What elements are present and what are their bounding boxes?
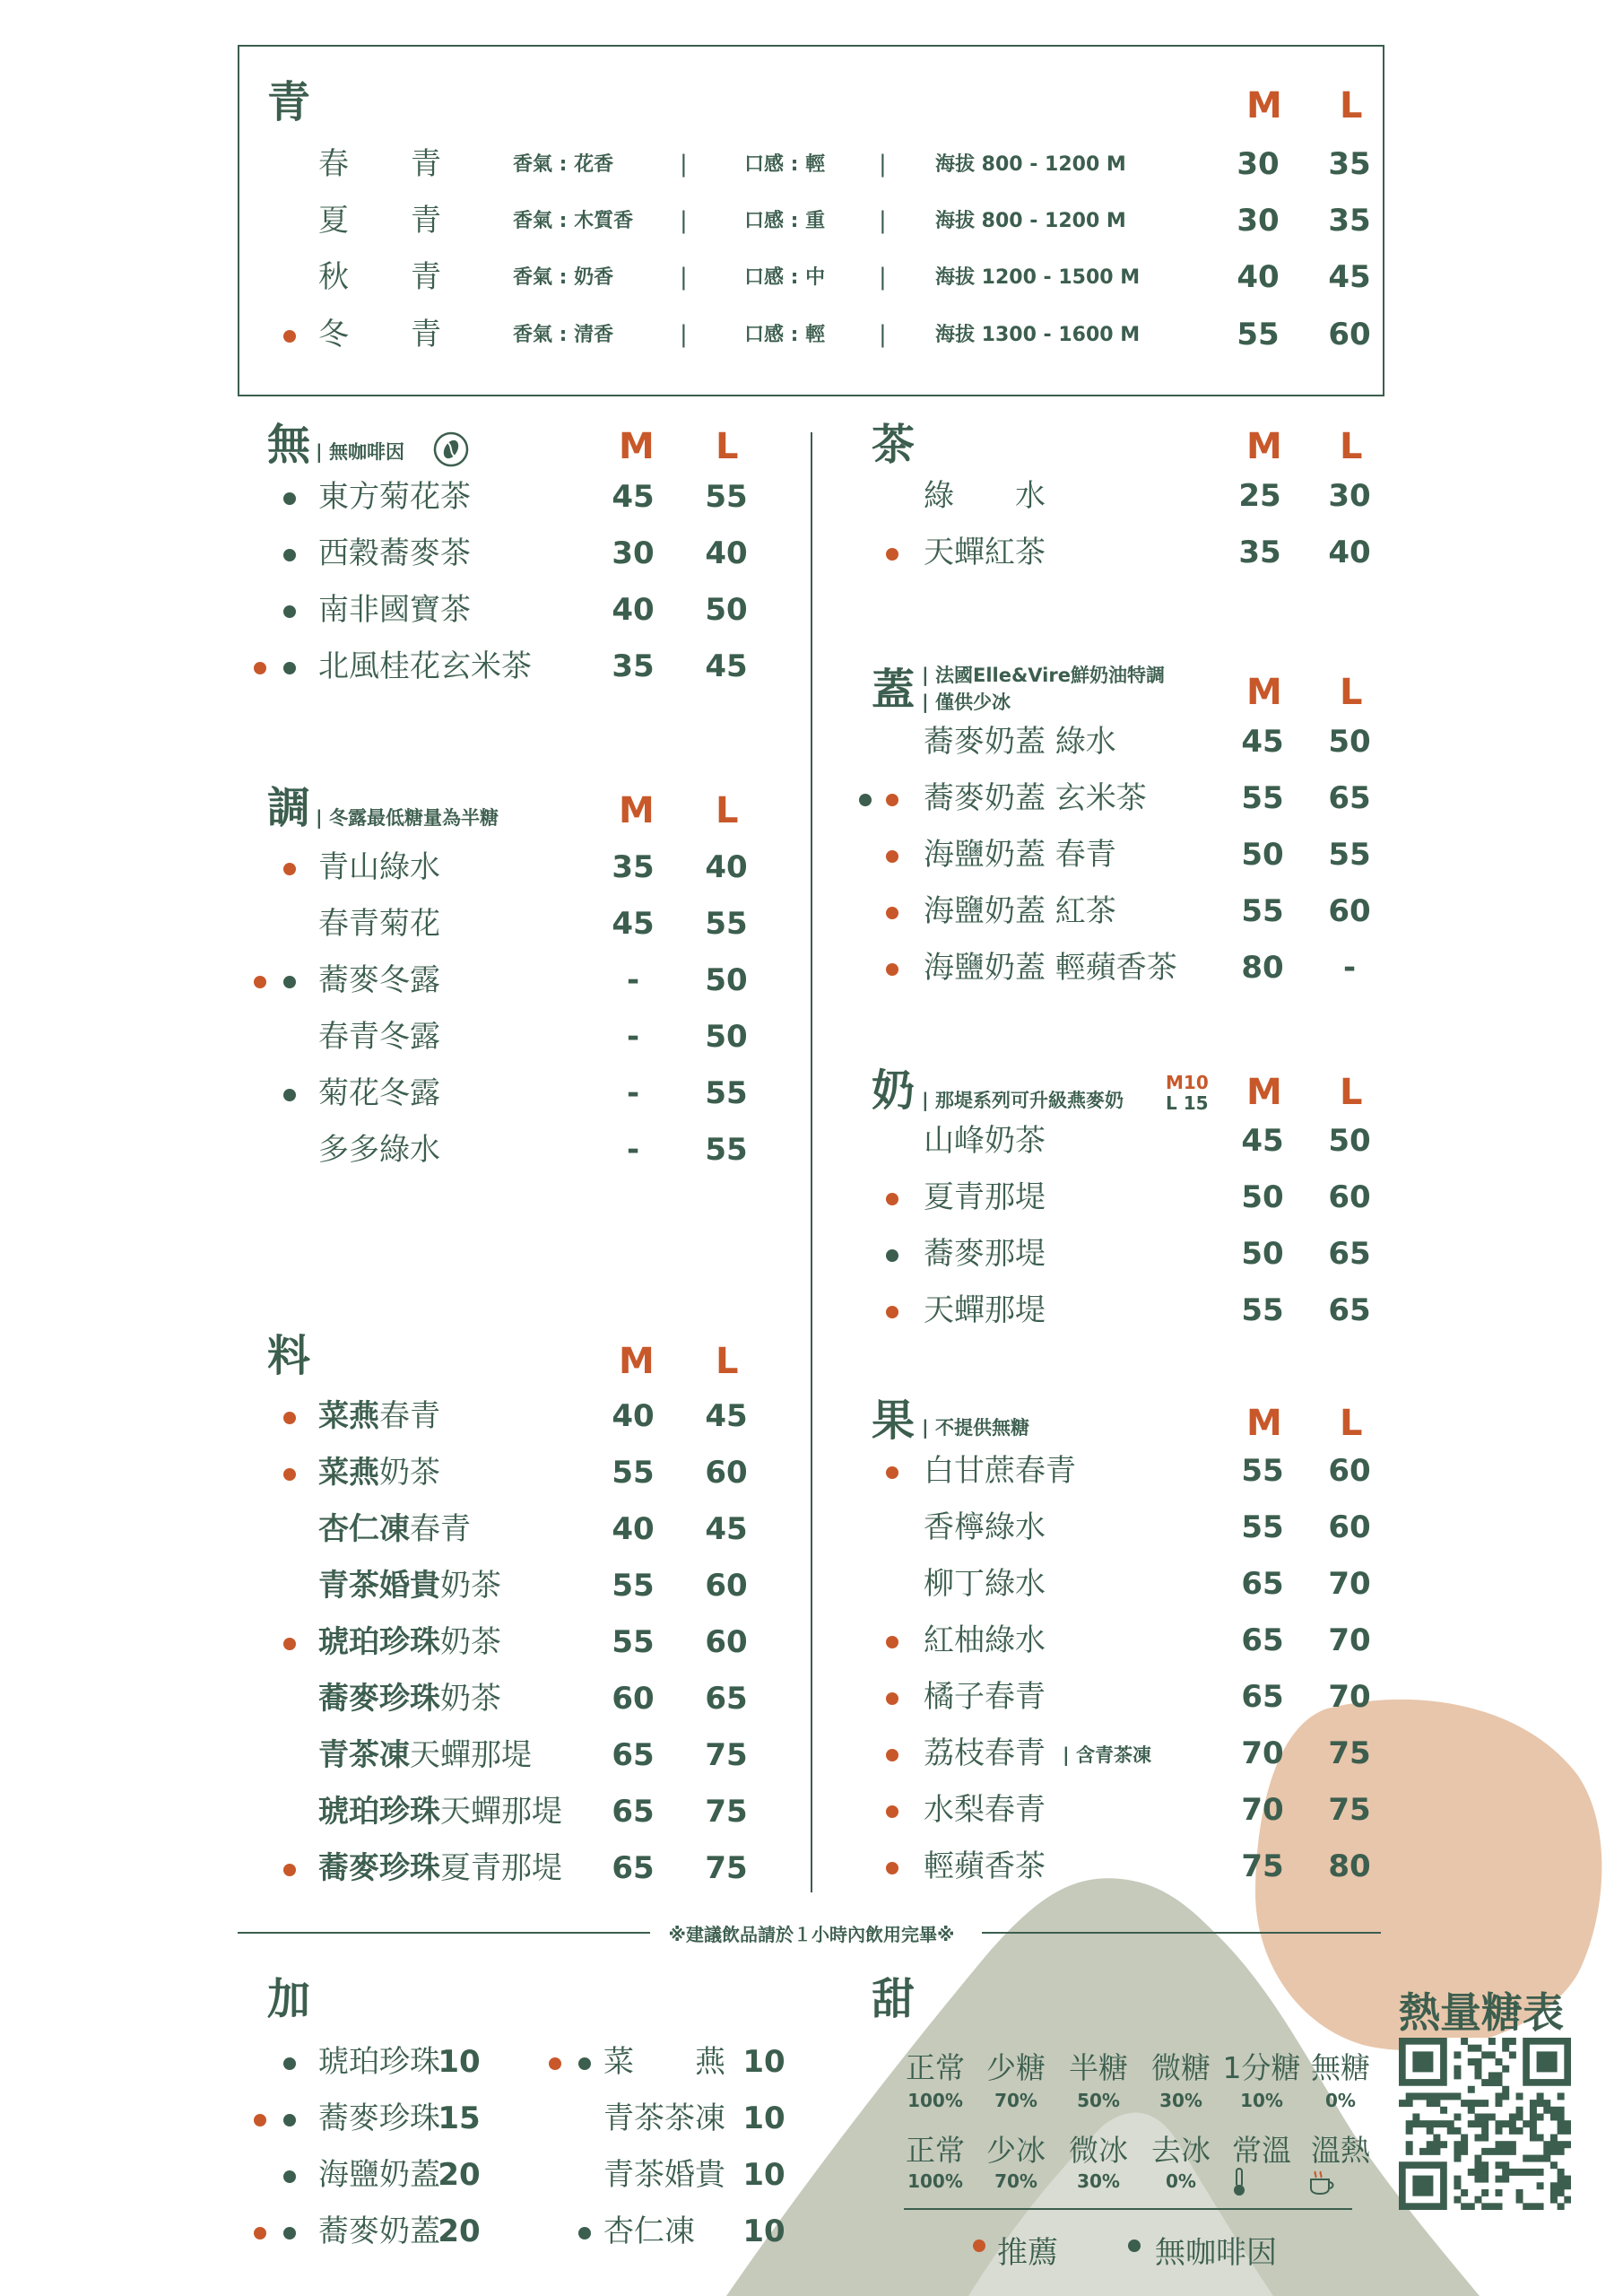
- legend-recommend-dot: [973, 2239, 985, 2252]
- decaf-dot: [578, 2057, 591, 2070]
- wu-price-l: 55: [705, 479, 748, 515]
- liao-item-name: [318, 1568, 501, 1604]
- qing-taste: 口感 : 重: [744, 210, 826, 232]
- liao-price-m: 55: [612, 1624, 655, 1660]
- jia-item-price: 10: [742, 2100, 785, 2136]
- gai-price-m: 55: [1241, 780, 1284, 816]
- cha-size-m-header: M: [1246, 426, 1282, 467]
- nai-item-name: 山峰奶茶: [924, 1123, 1046, 1159]
- jia-item-price: 20: [438, 2213, 481, 2249]
- nai-price-m: 50: [1241, 1236, 1284, 1272]
- wu-price-l: 45: [705, 648, 748, 684]
- liao-price-m: 55: [612, 1568, 655, 1604]
- liao-item-ingredient: 青茶婚貴: [318, 1568, 440, 1604]
- cha-size-l-header: L: [1340, 426, 1363, 467]
- liao-size-m-header: M: [619, 1341, 655, 1382]
- guo-price-l: 70: [1328, 1679, 1371, 1715]
- cha-title: 茶: [872, 420, 916, 470]
- guo-note: | 不提供無糖: [922, 1417, 1029, 1439]
- liao-price-l: 45: [705, 1511, 748, 1547]
- sugar-level-label: 1分糖: [1222, 2050, 1301, 2085]
- liao-item-name: [318, 1624, 501, 1660]
- recommend-dot: [886, 1692, 898, 1705]
- gai-note-less-ice: | 僅供少冰: [922, 691, 1011, 713]
- tiao-price-l: 55: [705, 906, 748, 942]
- qing-aroma: 香氣 : 花香: [513, 153, 614, 176]
- recommend-dot: [886, 1636, 898, 1648]
- decaf-dot: [886, 1249, 898, 1262]
- wu-size-l-header: L: [716, 426, 739, 467]
- jia-item-name: 蕎麥奶蓋: [318, 2213, 440, 2249]
- calorie-table-title: 熱量糖表: [1399, 1988, 1564, 2037]
- footer-rule-left: [238, 1932, 650, 1934]
- recommend-dot: [886, 1862, 898, 1874]
- guo-size-l-header: L: [1340, 1403, 1363, 1444]
- ice-level-percent: 30%: [1077, 2170, 1120, 2192]
- recommend-dot: [254, 2227, 266, 2239]
- recommend-dot: [886, 850, 898, 863]
- tiao-item-name: 蕎麥冬露: [318, 962, 440, 998]
- nai-size-m-header: M: [1246, 1072, 1282, 1113]
- decaf-dot: [283, 492, 296, 505]
- qing-taste: 口感 : 輕: [744, 324, 826, 346]
- qing-name-char-1: 秋: [318, 259, 349, 295]
- sugar-level-percent: 70%: [994, 2090, 1037, 2111]
- qing-price-m: 55: [1237, 317, 1280, 352]
- tiao-price-l: 55: [705, 1075, 748, 1111]
- gai-note-cream: | 法國Elle&Vire鮮奶油特調: [922, 665, 1165, 686]
- ice-level-label: 微冰: [1069, 2133, 1128, 2168]
- guo-item-name: 紅柚綠水: [924, 1622, 1046, 1658]
- liao-item-base: 春青: [379, 1398, 440, 1434]
- jia-item-name: 琥珀珍珠: [318, 2044, 440, 2080]
- qing-name-char-1: 春: [318, 146, 349, 182]
- gai-price-l: 50: [1328, 724, 1371, 760]
- qing-name-char-2: 青: [411, 203, 441, 239]
- recommend-dot: [886, 1193, 898, 1205]
- qing-separator: |: [680, 321, 688, 348]
- guo-item-name: 水梨春青: [924, 1792, 1046, 1828]
- guo-price-m: 70: [1241, 1735, 1284, 1771]
- liao-item-base: 奶茶: [379, 1455, 440, 1491]
- tiao-price-m: 45: [612, 906, 655, 942]
- liao-item-name: [318, 1794, 562, 1830]
- jia-item-price: 20: [438, 2157, 481, 2193]
- jia-item-price: 10: [438, 2044, 481, 2080]
- ice-level-label: 少冰: [986, 2133, 1046, 2168]
- recommend-dot: [283, 863, 296, 875]
- recommend-dot: [886, 1805, 898, 1818]
- nai-item-name: 天蟬那堤: [924, 1292, 1046, 1328]
- qing-aroma: 香氣 : 清香: [513, 324, 614, 346]
- liao-price-m: 65: [612, 1737, 655, 1773]
- qing-size-m-header: M: [1246, 85, 1282, 126]
- gai-price-l: 65: [1328, 780, 1371, 816]
- qing-separator: |: [680, 207, 688, 234]
- wu-price-l: 40: [705, 535, 748, 571]
- liao-price-l: 75: [705, 1737, 748, 1773]
- liao-item-ingredient: 蕎麥珍珠: [318, 1681, 440, 1717]
- legend-decaf-dot: [1128, 2239, 1141, 2252]
- decaf-dot: [283, 1089, 296, 1101]
- guo-price-l: 60: [1328, 1509, 1371, 1545]
- gai-price-l: 55: [1328, 837, 1371, 873]
- sugar-level-label: 無糖: [1311, 2050, 1370, 2085]
- wu-price-m: 35: [612, 648, 655, 684]
- liao-price-m: 60: [612, 1681, 655, 1717]
- recommend-dot: [283, 1864, 296, 1876]
- qing-taste: 口感 : 中: [744, 266, 826, 289]
- tian-title: 甜: [872, 1974, 916, 2024]
- decaf-dot: [578, 2227, 591, 2239]
- qing-separator: |: [879, 321, 887, 348]
- sugar-level-label: 少糖: [986, 2050, 1046, 2085]
- guo-item-name: 輕蘋香茶: [924, 1848, 1046, 1884]
- gai-item-name: 蕎麥奶蓋 綠水: [924, 724, 1116, 760]
- qing-aroma: 香氣 : 木質香: [513, 210, 634, 232]
- guo-price-m: 70: [1241, 1792, 1284, 1828]
- sugar-level-percent: 0%: [1325, 2090, 1356, 2111]
- recommend-dot: [886, 794, 898, 806]
- wu-price-m: 40: [612, 592, 655, 628]
- nai-price-l: 65: [1328, 1236, 1371, 1272]
- nai-upgrade-l: L 15: [1166, 1092, 1209, 1114]
- recommend-dot: [283, 1412, 296, 1424]
- jia-item-price: 15: [438, 2100, 481, 2136]
- gai-item-name: 海鹽奶蓋 輕蘋香茶: [924, 950, 1177, 986]
- wu-item-name: 北風桂花玄米茶: [318, 648, 532, 684]
- jia-item-name: 菜 燕: [603, 2044, 725, 2080]
- recommend-dot: [283, 1638, 296, 1650]
- qing-price-l: 45: [1328, 259, 1371, 295]
- liao-item-base: 春青: [410, 1511, 471, 1547]
- wu-note: | 無咖啡因: [316, 441, 404, 463]
- gai-item-name: 海鹽奶蓋 春青: [924, 837, 1116, 873]
- footer-rule-right: [982, 1932, 1381, 1934]
- recommend-dot: [254, 2114, 266, 2126]
- tiao-title: 調: [267, 783, 311, 833]
- nai-size-l-header: L: [1340, 1072, 1363, 1113]
- qing-price-m: 30: [1237, 203, 1280, 239]
- guo-lychee-note: | 含青茶凍: [1063, 1744, 1151, 1766]
- sugar-level-percent: 30%: [1159, 2090, 1202, 2111]
- liao-item-base: 奶茶: [440, 1624, 501, 1660]
- tiao-item-name: 春青菊花: [318, 906, 440, 942]
- recommend-dot: [886, 907, 898, 919]
- tiao-price-l: 50: [705, 1019, 748, 1055]
- guo-price-l: 60: [1328, 1453, 1371, 1489]
- jia-item-name: 杏仁凍: [603, 2213, 695, 2249]
- qing-price-l: 60: [1328, 317, 1371, 352]
- qing-separator: |: [879, 207, 887, 234]
- liao-item-base: 奶茶: [440, 1568, 501, 1604]
- liao-title: 料: [267, 1331, 311, 1381]
- hot-cup-icon: [1307, 2169, 1338, 2196]
- qing-price-m: 30: [1237, 146, 1280, 182]
- decaf-dot: [859, 794, 872, 806]
- liao-item-name: [318, 1511, 471, 1547]
- ice-level-label: 正常: [906, 2133, 965, 2168]
- guo-price-m: 55: [1241, 1453, 1284, 1489]
- guo-item-name: 荔枝春青: [924, 1735, 1046, 1771]
- ice-level-percent: 0%: [1166, 2170, 1196, 2192]
- wu-title: 無: [267, 420, 311, 470]
- guo-size-m-header: M: [1246, 1403, 1282, 1444]
- qing-name-char-2: 青: [411, 317, 441, 352]
- qing-separator: |: [879, 151, 887, 178]
- liao-price-m: 65: [612, 1850, 655, 1886]
- cha-price-m: 25: [1238, 478, 1281, 514]
- nai-price-l: 60: [1328, 1179, 1371, 1215]
- jia-item-name: 蕎麥珍珠: [318, 2100, 440, 2136]
- qing-separator: |: [680, 151, 688, 178]
- nai-price-m: 55: [1241, 1292, 1284, 1328]
- qr-code-pattern: [1399, 2038, 1571, 2210]
- liao-item-name: [318, 1850, 562, 1886]
- liao-item-name: [318, 1737, 532, 1773]
- tiao-price-m: -: [626, 1019, 640, 1055]
- liao-price-l: 60: [705, 1455, 748, 1491]
- gai-price-m: 50: [1241, 837, 1284, 873]
- liao-price-l: 60: [705, 1568, 748, 1604]
- qing-separator: |: [879, 264, 887, 291]
- decaf-dot: [283, 2227, 296, 2239]
- jia-item-price: 10: [742, 2213, 785, 2249]
- tiao-item-name: 春青冬露: [318, 1019, 440, 1055]
- nai-item-name: 蕎麥那堤: [924, 1236, 1046, 1272]
- legend-rule: [904, 2208, 1352, 2210]
- decaf-dot: [283, 2114, 296, 2126]
- tiao-item-name: 菊花冬露: [318, 1075, 440, 1111]
- wu-price-m: 30: [612, 535, 655, 571]
- ice-level-label: 溫熱: [1311, 2133, 1370, 2168]
- jia-item-name: 海鹽奶蓋: [318, 2157, 440, 2193]
- recommend-dot: [886, 548, 898, 561]
- gai-price-m: 45: [1241, 724, 1284, 760]
- nai-item-name: 夏青那堤: [924, 1179, 1046, 1215]
- liao-price-l: 65: [705, 1681, 748, 1717]
- liao-price-l: 60: [705, 1624, 748, 1660]
- calorie-qr-code[interactable]: [1399, 2038, 1571, 2210]
- recommend-dot: [283, 1468, 296, 1481]
- gai-price-l: 60: [1328, 893, 1371, 929]
- liao-item-name: [318, 1455, 440, 1491]
- footer-note: ※建議飲品請於１小時內飲用完畢※: [668, 1924, 955, 1945]
- cha-price-l: 40: [1328, 535, 1371, 570]
- guo-price-m: 65: [1241, 1679, 1284, 1715]
- cha-item-name: 天蟬紅茶: [924, 535, 1046, 570]
- qing-altitude: 海拔 1300 - 1600 M: [935, 324, 1141, 346]
- tiao-size-m-header: M: [619, 790, 655, 831]
- tiao-price-m: -: [626, 962, 640, 998]
- guo-price-m: 65: [1241, 1566, 1284, 1602]
- recommend-dot: [886, 1749, 898, 1761]
- ice-level-percent: 70%: [994, 2170, 1037, 2192]
- tiao-price-m: -: [626, 1075, 640, 1111]
- sugar-level-label: 正常: [906, 2050, 965, 2085]
- liao-item-base: 天蟬那堤: [440, 1794, 562, 1830]
- guo-item-name: 橘子春青: [924, 1679, 1046, 1715]
- liao-price-l: 45: [705, 1398, 748, 1434]
- sugar-level-percent: 100%: [907, 2090, 963, 2111]
- liao-price-m: 65: [612, 1794, 655, 1830]
- decaf-dot: [283, 549, 296, 561]
- recommend-dot: [254, 662, 266, 674]
- guo-price-m: 75: [1241, 1848, 1284, 1884]
- liao-item-base: 夏青那堤: [440, 1850, 562, 1886]
- tiao-price-l: 40: [705, 849, 748, 885]
- jia-item-price: 10: [742, 2157, 785, 2193]
- tiao-price-l: 55: [705, 1132, 748, 1168]
- gai-price-m: 55: [1241, 893, 1284, 929]
- guo-price-l: 70: [1328, 1622, 1371, 1658]
- qing-size-l-header: L: [1340, 85, 1363, 126]
- liao-price-m: 55: [612, 1455, 655, 1491]
- qing-taste: 口感 : 輕: [744, 153, 826, 176]
- gai-title: 蓋: [872, 665, 916, 715]
- guo-price-l: 80: [1328, 1848, 1371, 1884]
- tiao-size-l-header: L: [716, 790, 739, 831]
- nai-price-m: 50: [1241, 1179, 1284, 1215]
- liao-item-ingredient: 菜燕: [318, 1398, 379, 1434]
- qing-name-char-2: 青: [411, 259, 441, 295]
- recommend-dot: [886, 963, 898, 976]
- decaf-dot: [283, 2057, 296, 2070]
- liao-item-name: [318, 1681, 501, 1717]
- recommend-dot: [549, 2057, 561, 2070]
- qing-name-char-1: 夏: [318, 203, 349, 239]
- decaf-dot: [283, 2170, 296, 2183]
- qing-aroma: 香氣 : 奶香: [513, 266, 614, 289]
- guo-item-name: 柳丁綠水: [924, 1566, 1046, 1602]
- qing-title: 青: [267, 77, 311, 127]
- cha-item-name: 綠 水: [924, 478, 1046, 514]
- decaf-dot: [283, 662, 296, 674]
- nai-price-l: 65: [1328, 1292, 1371, 1328]
- sugar-level-label: 微糖: [1151, 2050, 1211, 2085]
- liao-item-ingredient: 菜燕: [318, 1455, 379, 1491]
- wu-item-name: 南非國寶茶: [318, 592, 471, 628]
- recommend-dot: [886, 1306, 898, 1318]
- nai-upgrade-m: M10: [1166, 1072, 1209, 1093]
- legend-decaf-label: 無咖啡因: [1155, 2235, 1277, 2271]
- qing-separator: |: [680, 264, 688, 291]
- jia-item-name: 青茶茶凍: [603, 2100, 725, 2136]
- wu-item-name: 東方菊花茶: [318, 479, 471, 515]
- guo-price-m: 65: [1241, 1622, 1284, 1658]
- legend-recommend-label: 推薦: [997, 2235, 1058, 2271]
- cha-price-m: 35: [1238, 535, 1281, 570]
- liao-price-m: 40: [612, 1398, 655, 1434]
- sugar-level-label: 半糖: [1069, 2050, 1128, 2085]
- guo-item-name: 香檸綠水: [924, 1509, 1046, 1545]
- qing-altitude: 海拔 1200 - 1500 M: [935, 266, 1141, 289]
- tiao-price-m: 35: [612, 849, 655, 885]
- ice-level-percent: 100%: [907, 2170, 963, 2192]
- liao-item-ingredient: 蕎麥珍珠: [318, 1850, 440, 1886]
- ice-level-label: 常溫: [1232, 2133, 1291, 2168]
- gai-item-name: 海鹽奶蓋 紅茶: [924, 893, 1116, 929]
- liao-item-name: [318, 1398, 440, 1434]
- qing-altitude: 海拔 800 - 1200 M: [935, 210, 1126, 232]
- column-divider: [811, 432, 812, 1892]
- recommend-dot: [886, 1466, 898, 1479]
- nai-price-l: 50: [1328, 1123, 1371, 1159]
- nai-note: | 那堤系列可升級燕麥奶: [922, 1090, 1124, 1111]
- tiao-price-m: -: [626, 1132, 640, 1168]
- guo-title: 果: [872, 1396, 916, 1446]
- guo-item-name: 白甘蔗春青: [924, 1453, 1076, 1489]
- wu-item-name: 西穀蕎麥茶: [318, 535, 471, 571]
- liao-item-ingredient: 琥珀珍珠: [318, 1624, 440, 1660]
- liao-price-m: 40: [612, 1511, 655, 1547]
- gai-size-l-header: L: [1340, 672, 1363, 713]
- nai-title: 奶: [872, 1065, 916, 1116]
- liao-item-ingredient: 琥珀珍珠: [318, 1794, 440, 1830]
- jia-title: 加: [267, 1974, 311, 2024]
- jia-item-price: 10: [742, 2044, 785, 2080]
- ice-level-label: 去冰: [1151, 2133, 1211, 2168]
- recommend-dot: [283, 330, 296, 343]
- guo-price-l: 70: [1328, 1566, 1371, 1602]
- jia-item-name: 青茶婚貴: [603, 2157, 725, 2193]
- liao-item-base: 奶茶: [440, 1681, 501, 1717]
- tiao-note: | 冬露最低糖量為半糖: [316, 807, 499, 829]
- wu-size-m-header: M: [619, 426, 655, 467]
- guo-price-l: 75: [1328, 1735, 1371, 1771]
- wu-price-l: 50: [705, 592, 748, 628]
- wu-price-m: 45: [612, 479, 655, 515]
- recommend-dot: [254, 976, 266, 988]
- qing-altitude: 海拔 800 - 1200 M: [935, 153, 1126, 176]
- decaf-dot: [283, 605, 296, 618]
- guo-price-m: 55: [1241, 1509, 1284, 1545]
- room-temperature-thermometer-icon: [1228, 2167, 1250, 2197]
- tiao-item-name: 多多綠水: [318, 1132, 440, 1168]
- tiao-item-name: 青山綠水: [318, 849, 440, 885]
- qing-price-l: 35: [1328, 203, 1371, 239]
- gai-price-l: -: [1342, 950, 1357, 986]
- tiao-price-l: 50: [705, 962, 748, 998]
- decaf-bean-icon: [432, 430, 470, 468]
- gai-item-name: 蕎麥奶蓋 玄米茶: [924, 780, 1147, 816]
- guo-price-l: 75: [1328, 1792, 1371, 1828]
- nai-price-m: 45: [1241, 1123, 1284, 1159]
- sugar-level-percent: 10%: [1240, 2090, 1283, 2111]
- gai-size-m-header: M: [1246, 672, 1282, 713]
- liao-size-l-header: L: [716, 1341, 739, 1382]
- liao-item-base: 天蟬那堤: [410, 1737, 532, 1773]
- qing-price-l: 35: [1328, 146, 1371, 182]
- liao-price-l: 75: [705, 1794, 748, 1830]
- liao-price-l: 75: [705, 1850, 748, 1886]
- sugar-level-percent: 50%: [1077, 2090, 1120, 2111]
- decaf-dot: [283, 976, 296, 988]
- qing-name-char-1: 冬: [318, 317, 349, 352]
- qing-price-m: 40: [1237, 259, 1280, 295]
- qing-name-char-2: 青: [411, 146, 441, 182]
- gai-price-m: 80: [1241, 950, 1284, 986]
- cha-price-l: 30: [1328, 478, 1371, 514]
- liao-item-ingredient: 杏仁凍: [318, 1511, 410, 1547]
- liao-item-ingredient: 青茶凍: [318, 1737, 410, 1773]
